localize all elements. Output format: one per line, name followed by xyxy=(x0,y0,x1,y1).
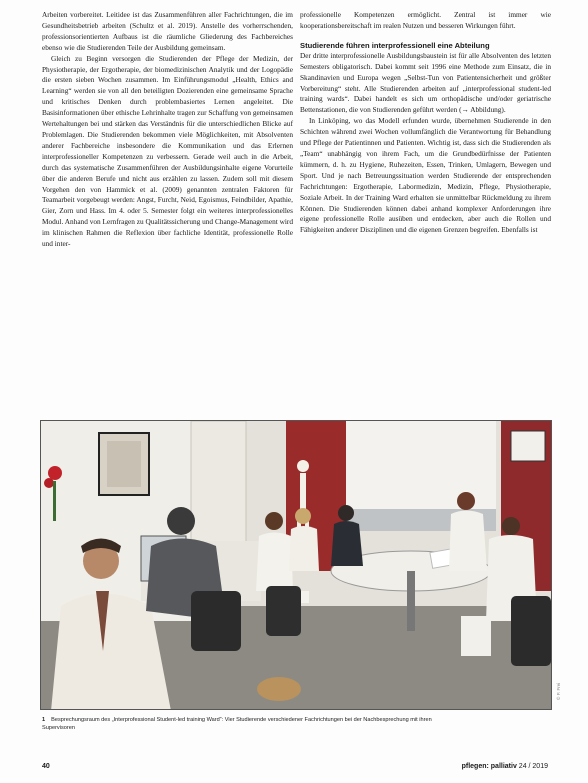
photo-illustration xyxy=(41,421,552,710)
paragraph: Der dritte interprofessionelle Ausbildungsbaustein ist für alle Absolventen des letzten Semesters obligatorisch. Dabei kommt seit 1996 eine Methode zum Einsatz, die in Skandinavien und Europa wegen „Selbst-Tun von Patientensicherheit und größter Vorbereitung“ steht. Alle Studierenden arbeiten auf „interprofessional student-led training wards“. Dabei handelt es sich um orthopädische und/oder geriatrische Bettenstationen, die von Studierenden geführt werden (→ Abbildung). xyxy=(300,50,551,115)
office-chair xyxy=(191,591,241,651)
meeting-room-photo xyxy=(40,420,552,710)
paragraph: Gleich zu Beginn versorgen die Studierenden der Pflege der Medizin, der Physiotherapie, der Ergotherapie, der biomedizinischen Analytik und der Logopädie die ersten sieben Wochen zusammen. Im Einführungsmodul „Health, Ethics and Learning“ werden sie von all den beteiligten Dozierenden eine gemeinsame Sprache und kritisches Denken durch problembasiertes Lernen angeleitet. Die Basisinformationen über ethische Lehrinhalte tragen zur Schaffung von gemeinsamen Wertehaltungen bei und stärken das Verständnis für die unterschiedlichen Blicke auf Problemlagen. Die Studierenden bekommen viele Möglichkeiten, mit Absolventen anderer Fachbereiche insbesondere die Kommunikation und das Erlernen interprofessioneller Kompetenzen zu verbessern. Gerade weil auch in die Arbeit, durch das systematische Zusammenführen der Ausbildungsinhalte eigene Vorurteile über die anderen Berufe und nicht aus erzählen zu lassen. Zudem soll mit diesem Vorgehen den von Hammick et al. (2009) genannten zentralen Faktoren für Teamarbeit vorgebeugt werden: Angst, Furcht, Neid, Egoismus, Feindbilder, Apathie, Gier, Zorn und Hass. Im 4. oder 5. Semester folgt ein weiteres interprofessionelles Modul. Anhand von Lernfragen zu Qualitätssicherung und Change-Management wird im klinischen Rahmen die Reflexion über fachliche Identität, professionelle Rolle und inter- xyxy=(42,53,293,249)
table-leg xyxy=(407,571,415,631)
paragraph: In Linköping, wo das Modell erfunden wurde, übernehmen Studierende in den Schichten während zwei Wochen vollumfänglich die Verantwortung für Behandlung und Pflege der Patientinnen und Patienten. Wichtig ist, dass sich die Studierenden als „Team“ unabhängig von ihrem Fach, um die Grundbedürfnisse der Patienten kümmern, d. h. zu Hygiene, Ruhezeiten, Essen, Trinken, Umlagern, Bewegen und Sport. Und je nach Betreuungssituation werden Studierende der entsprechenden Fachrichtungen: Ergotherapie, Labormedizin, Medizin, Pflege, Physiotherapie, Soziale Arbeit. In der Training Ward erhalten sie unmittelbar Rückmeldung zu ihrem Können. Die Studierenden können dabei anhand komplexer Anforderungen ihre eigene professionelle Rolle ausüben und entdecken, aber auch die Rollen und Fähigkeiten anderer Disziplinen und die eigenen Grenzen begreifen. Ebenfalls ist xyxy=(300,116,551,235)
figure-number: 1 xyxy=(42,717,46,723)
animal xyxy=(257,677,301,701)
left-column xyxy=(42,10,293,250)
journal-issue: 24 / 2019 xyxy=(518,763,548,770)
paragraph: professionelle Kompetenzen ermöglicht. Zentral ist immer wie kooperationsbereitschaft im realen Nutzen und besseren Wirkungen führt. xyxy=(300,10,551,30)
poster xyxy=(511,431,545,461)
office-chair xyxy=(266,586,301,636)
photo-credit: © P. Frei xyxy=(556,682,561,700)
framed-picture-inner xyxy=(107,441,141,487)
page-number: 40 xyxy=(42,763,50,770)
paragraph: Arbeiten vorbereitet. Leitidee ist das Zusammenführen aller Fachrichtungen, die im Gesundheitsbetrieb arbeiten (Schultz et al. 2019). Anstelle des vorherrschenden, professionsorientierten Aufbaus ist die räumliche Gliederung des Fachbereiches ebenso wie die Studierenden Teile der Ausbildung gemeinsam. xyxy=(42,10,293,52)
office-chair xyxy=(511,596,551,666)
journal-name: pflegen: palliativ xyxy=(461,763,517,770)
figure-caption-text: Besprechungsraum des „Interprofessional Student-led training Ward“: Vier Studierende verschiedener Fachrichtungen bei der Nachbesprechung mit ihren Supervisoren xyxy=(42,717,432,731)
section-heading: Studierende führen interprofessionell eine Abteilung xyxy=(300,40,490,50)
right-column xyxy=(300,10,551,236)
journal-footer xyxy=(462,763,548,770)
figure-caption xyxy=(42,716,462,732)
